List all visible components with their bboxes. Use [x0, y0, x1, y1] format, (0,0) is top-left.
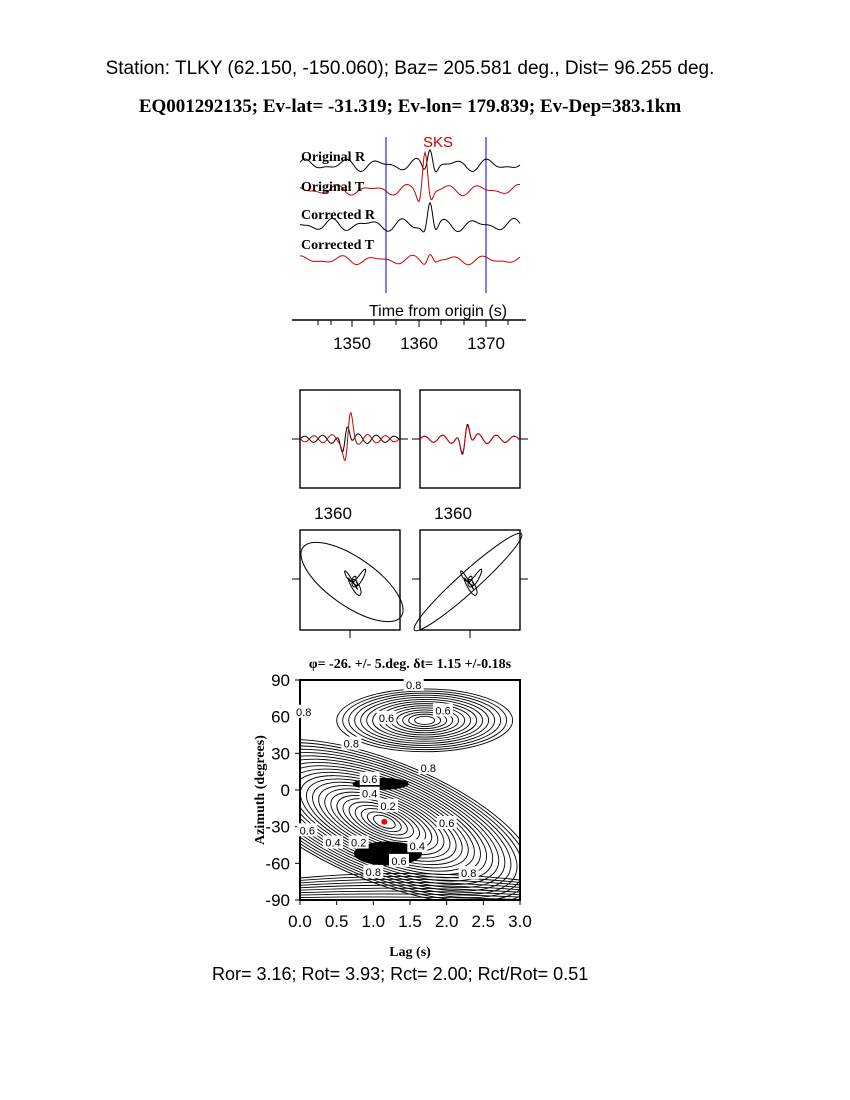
contour-line — [415, 716, 435, 724]
time-tick-1360: 1360 — [400, 334, 438, 353]
contour-label: 0.8 — [406, 679, 422, 692]
chart-title: φ= -26. +/- 5.deg. δt= 1.15 +/-0.18s — [308, 657, 512, 672]
time-tick-1350: 1350 — [333, 334, 371, 353]
trace-label-corrected-r: Corrected R — [301, 208, 375, 223]
contour-label: 0.6 — [391, 855, 407, 868]
particle-motion-original — [289, 528, 415, 638]
summary-line: Ror= 3.16; Rot= 3.93; Rct= 2.00; Rct/Rot= 0.51 — [212, 964, 589, 984]
trace-corrected-t — [300, 255, 520, 265]
contour-label: 0.2 — [380, 800, 396, 813]
station-info-line: Station: TLKY (62.150, -150.060); Baz= 205.581 deg., Dist= 96.255 deg. — [105, 58, 715, 79]
contour-label: 0.8 — [461, 868, 477, 881]
x-tick-label: 1.0 — [361, 912, 386, 931]
contour-label: 0.2 — [351, 837, 367, 850]
seismogram-panel — [292, 134, 526, 353]
x-tick-label: 2.0 — [434, 912, 459, 931]
x-axis-label: Lag (s) — [389, 945, 431, 960]
waveform-radial — [420, 425, 520, 455]
y-tick-label: 60 — [271, 707, 290, 727]
contour-label: 0.6 — [299, 825, 315, 838]
particle-original-loop — [345, 569, 366, 595]
waveform-panel-original — [292, 390, 408, 488]
phase-label: SKS — [422, 134, 454, 151]
contour-line — [337, 689, 513, 752]
particle-motion-corrected — [408, 526, 528, 638]
time-axis-label: Time from origin (s) — [368, 303, 508, 320]
waveform-transverse — [420, 426, 520, 453]
time-axis-ticks — [318, 320, 508, 327]
best-fit-marker — [381, 819, 387, 825]
contour-label: 0.8 — [296, 706, 312, 719]
y-tick-label: 0 — [280, 781, 290, 800]
y-tick-label: -60 — [265, 854, 290, 874]
trace-label-corrected-t: Corrected T — [301, 238, 374, 253]
trace-label-original-t: Original T — [301, 180, 365, 195]
contour-line — [355, 695, 495, 745]
contour-label: 0.4 — [325, 837, 341, 850]
contour-label: 0.8 — [420, 763, 436, 775]
event-info-line: EQ001292135; Ev-lat= -31.319; Ev-lon= 179.839; Ev-Dep=383.1km — [138, 96, 682, 117]
y-tick-label: 90 — [271, 671, 290, 690]
time-tick-1370: 1370 — [467, 334, 505, 353]
y-tick-label: -30 — [265, 817, 290, 837]
contour-label: 0.6 — [378, 712, 395, 725]
contour-label: 0.8 — [343, 738, 359, 751]
x-tick-label: 2.5 — [471, 912, 496, 931]
energy-contour-plot — [212, 657, 556, 960]
contour-label: 0.4 — [362, 788, 378, 801]
y-axis-label: Azimuth (degrees) — [253, 735, 268, 845]
waveform-tick-label-left: 1360 — [314, 504, 352, 523]
x-tick-label: 1.5 — [398, 912, 422, 931]
contour-label: 0.6 — [439, 818, 455, 830]
contour-label: 0.8 — [365, 866, 381, 879]
trace-label-original-r: Original R — [301, 150, 366, 165]
y-tick-label: 30 — [271, 744, 290, 764]
contour-label: 0.6 — [435, 705, 451, 718]
x-tick-label: 0.0 — [288, 912, 312, 931]
x-tick-label: 3.0 — [508, 912, 532, 931]
waveform-radial — [300, 427, 400, 452]
contour-label: 0.6 — [362, 774, 378, 786]
x-tick-label: 0.5 — [324, 912, 349, 931]
particle-corrected-loop — [461, 569, 482, 595]
waveform-panel-corrected — [412, 390, 528, 488]
waveform-tick-label-right: 1360 — [434, 504, 472, 523]
y-tick-label: -90 — [265, 891, 290, 910]
contour-label: 0.4 — [409, 841, 425, 854]
